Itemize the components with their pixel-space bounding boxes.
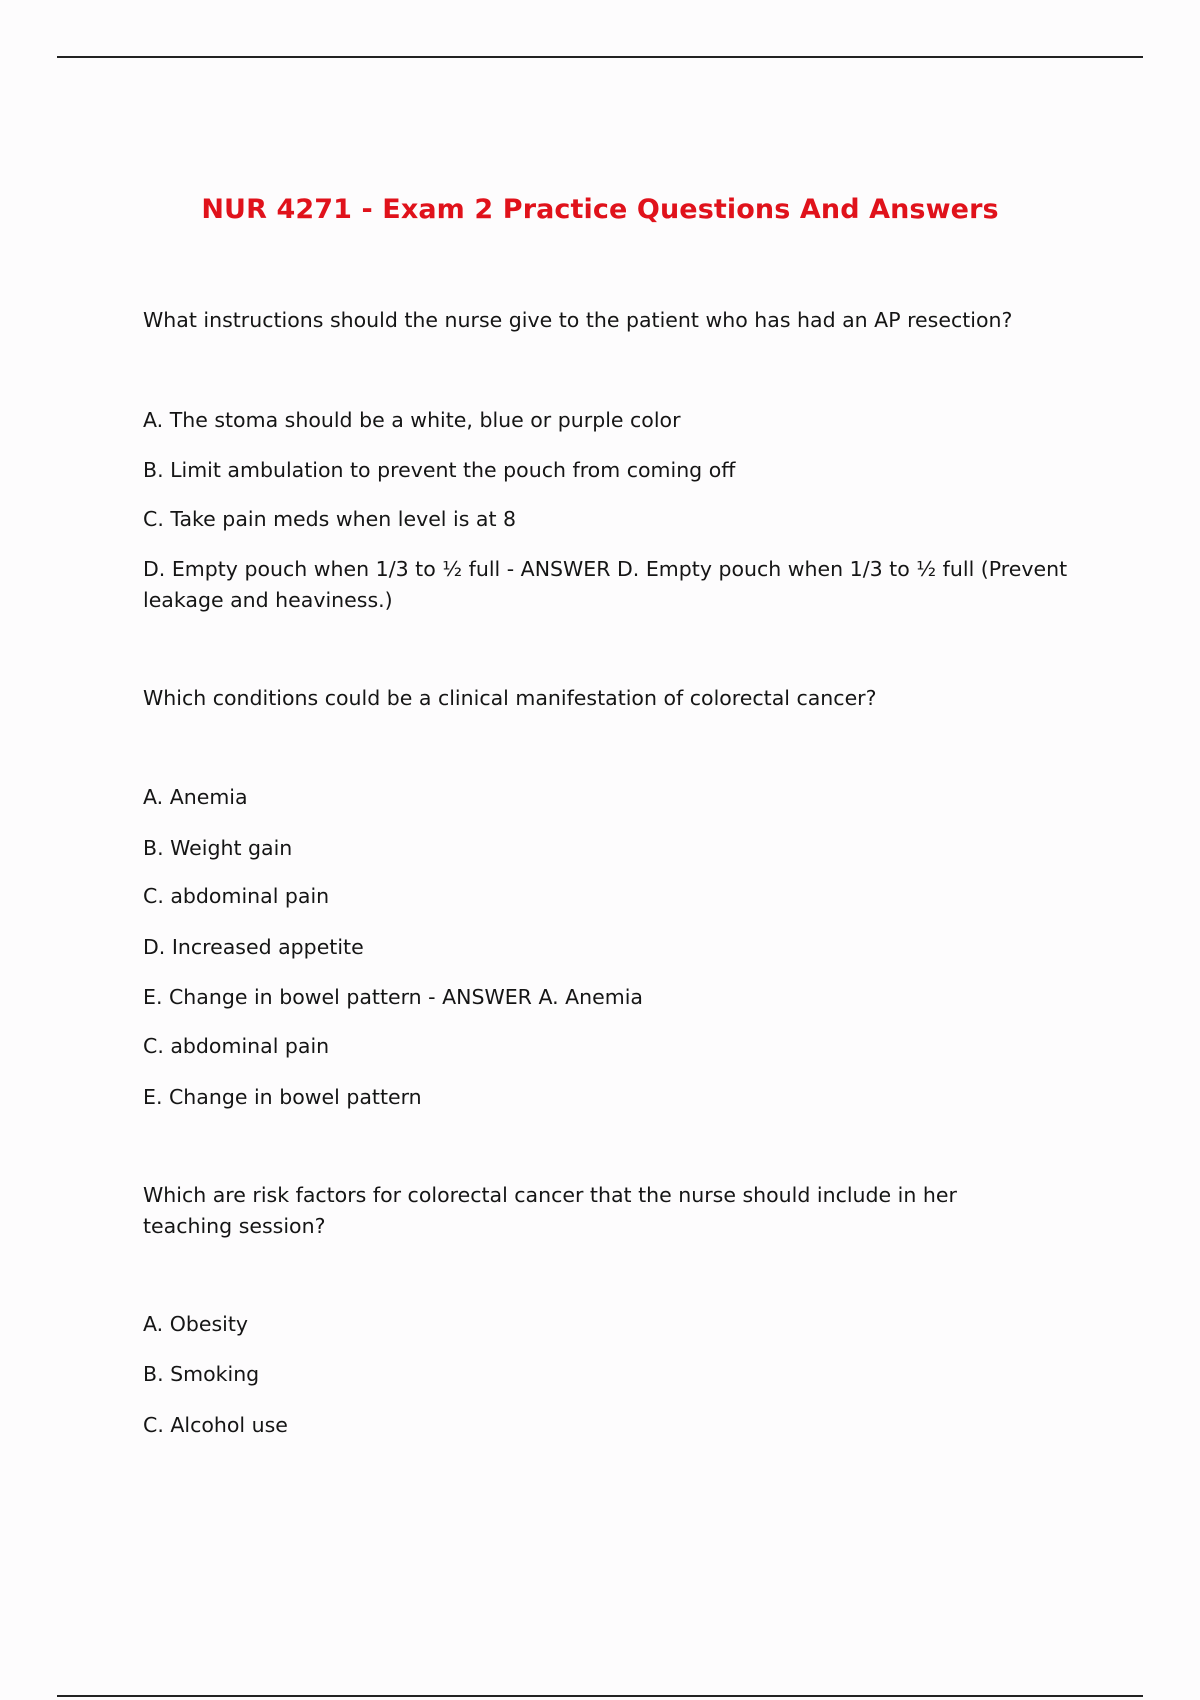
question-2-option-b: B. Weight gain [143,836,293,860]
question-1-option-a: A. The stoma should be a white, blue or purple color [143,408,681,432]
question-3-option-a: A. Obesity [143,1312,249,1336]
question-2-text: Which conditions could be a clinical manifestation of colorectal cancer? [143,686,877,710]
question-1-option-c: C. Take pain meds when level is at 8 [143,507,517,531]
document-title: NUR 4271 - Exam 2 Practice Questions And Answers [201,194,999,225]
question-3-option-c: C. Alcohol use [143,1413,288,1437]
question-2-answer-e: E. Change in bowel pattern [143,1085,422,1109]
question-3-text: Which are risk factors for colorectal cancer that the nurse should include in her [143,1183,957,1207]
question-1-option-b: B. Limit ambulation to prevent the pouch from coming off [143,458,736,482]
question-2-option-d: D. Increased appetite [143,935,364,959]
header-rule [57,56,1143,58]
question-1-text: What instructions should the nurse give to the patient who has had an AP resection? [143,308,1013,332]
question-1-answer-continuation: leakage and heaviness.) [143,588,393,612]
question-2-option-e-answer: E. Change in bowel pattern - ANSWER A. Anemia [143,985,643,1009]
footer-rule [57,1695,1143,1697]
question-3-text-continuation: teaching session? [143,1214,326,1238]
question-1-option-d-answer: D. Empty pouch when 1/3 to ½ full - ANSWER D. Empty pouch when 1/3 to ½ full (Prevent [143,557,1068,581]
question-2-option-a: A. Anemia [143,785,248,809]
question-2-option-c: C. abdominal pain [143,884,330,908]
question-2-answer-c: C. abdominal pain [143,1034,330,1058]
question-3-option-b: B. Smoking [143,1362,260,1386]
